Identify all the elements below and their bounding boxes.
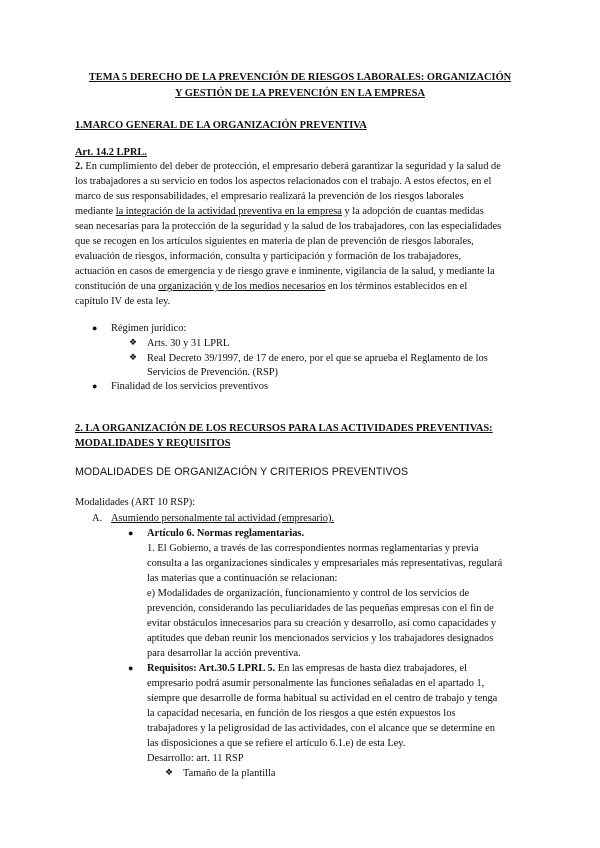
list-letter-a: A. bbox=[92, 513, 103, 524]
modalidades-label: Modalidades (ART 10 RSP): bbox=[75, 497, 196, 508]
paragraph-line: capítulo IV de esta ley. bbox=[75, 296, 171, 307]
paragraph-line: los trabajadores a su servicio en todos los aspectos relacionados con el trabajo. A estos efectos, en el bbox=[75, 176, 492, 187]
list-item-a: Asumiendo personalmente tal actividad (empresario). bbox=[111, 513, 335, 524]
article-6-line: prevención, considerando las peculiaridades de las pequeñas empresas con el fin de bbox=[147, 603, 494, 614]
paragraph-line: que se recogen en los artículos siguientes en materia de plan de prevención de riesgos laborales, bbox=[75, 236, 474, 247]
article-reference: Art. 14.2 LPRL. bbox=[75, 147, 147, 158]
article-6-line: consulta a las organizaciones sindicales y empresariales más representativas, regulará bbox=[147, 558, 503, 569]
list-item-tamano: Tamaño de la plantilla bbox=[183, 768, 276, 779]
paragraph-line bbox=[75, 160, 501, 173]
paragraph-text: En cumplimiento del deber de protección, el empresario deberá garantizar la seguridad y la salud de bbox=[82, 161, 501, 172]
requisitos-text: En las empresas de hasta diez trabajadores, el bbox=[275, 663, 468, 674]
bullet-icon: ● bbox=[128, 528, 134, 538]
section-1-heading: 1.MARCO GENERAL DE LA ORGANIZACIÓN PREVENTIVA bbox=[75, 120, 367, 131]
requisitos-line: las disposiciones a que se refiere el artículo 6.1.e) de esta Ley. bbox=[147, 738, 406, 749]
underlined-phrase: organización y de los medios necesarios bbox=[158, 281, 326, 292]
paragraph-line: actuación en casos de emergencia y de riesgo grave e inminente, vigilancia de la salud, y mediante la bbox=[75, 266, 495, 277]
requisitos-line: empresario podrá asumir personalmente las funciones señaladas en el apartado 1, bbox=[147, 678, 485, 689]
paragraph-text: en los términos establecidos en el bbox=[325, 281, 468, 292]
article-6-line: evitar obstáculos innecesarios para su creación y desarrollo, así como capacidades y bbox=[147, 618, 497, 629]
document-title-line-1: TEMA 5 DERECHO DE LA PREVENCIÓN DE RIESGOS LABORALES: ORGANIZACIÓN bbox=[88, 72, 512, 83]
paragraph-number: 2. bbox=[75, 161, 83, 172]
bullet-icon: ● bbox=[92, 381, 98, 391]
requisitos-line: siempre que desarrolle de forma habitual su actividad en el centro de trabajo y tenga bbox=[147, 693, 498, 704]
article-6-line: para desarrollar la acción preventiva. bbox=[147, 648, 301, 659]
document-title-line-2: Y GESTIÓN DE LA PREVENCIÓN EN LA EMPRESA bbox=[175, 88, 425, 99]
list-item-regimen: Régimen jurídico: bbox=[111, 323, 187, 334]
paragraph-text: y la adopción de cuantas medidas bbox=[341, 206, 484, 217]
article-6-title: Artículo 6. Normas reglamentarias. bbox=[147, 528, 305, 539]
requisitos-line: trabajadores y la peligrosidad de las actividades, con el alcance que se determine en bbox=[147, 723, 495, 734]
bullet-icon: ● bbox=[92, 323, 98, 333]
list-item-rd-cont: Servicios de Prevención. (RSP) bbox=[147, 367, 279, 378]
diamond-bullet-icon: ❖ bbox=[165, 767, 174, 777]
list-item-arts: Arts. 30 y 31 LPRL bbox=[147, 338, 230, 349]
section-2-heading-line-1: 2. LA ORGANIZACIÓN DE LOS RECURSOS PARA LAS ACTIVIDADES PREVENTIVAS: bbox=[75, 423, 493, 434]
section-2-heading-line-2: MODALIDADES Y REQUISITOS bbox=[75, 438, 231, 449]
diamond-bullet-icon: ❖ bbox=[129, 352, 138, 362]
article-6-line: las materias que a continuación se relacionan: bbox=[147, 573, 338, 584]
list-item-rd: Real Decreto 39/1997, de 17 de enero, por el que se aprueba el Reglamento de los bbox=[147, 353, 488, 364]
requisitos-label: Requisitos: Art.30.5 LPRL 5. bbox=[147, 663, 276, 674]
article-6-line: e) Modalidades de organización, funcionamiento y control de los servicios de bbox=[147, 588, 470, 599]
paragraph-line: evaluación de riesgos, información, consulta y participación y formación de los trabajadores, bbox=[75, 251, 462, 262]
paragraph-line: marco de sus responsabilidades, el empresario realizará la prevención de los riesgos laborales bbox=[75, 191, 464, 202]
article-6-line: 1. El Gobierno, a través de las correspondientes normas reglamentarias y previa bbox=[147, 543, 479, 554]
paragraph-text: mediante bbox=[75, 206, 116, 217]
paragraph-line bbox=[75, 205, 484, 218]
requisitos-line bbox=[147, 662, 467, 675]
requisitos-line: la capacidad necesaria, en función de los riesgos a que estén expuestos los bbox=[147, 708, 456, 719]
paragraph-line: sean necesarias para la protección de la seguridad y la salud de los trabajadores, con las especialidades bbox=[75, 221, 502, 232]
subheading: MODALIDADES DE ORGANIZACIÓN Y CRITERIOS PREVENTIVOS bbox=[75, 466, 409, 478]
list-item-finalidad: Finalidad de los servicios preventivos bbox=[111, 381, 268, 392]
paragraph-line bbox=[75, 280, 467, 293]
article-6-line: aptitudes que deban reunir los mencionados servicios y los trabajadores designados bbox=[147, 633, 494, 644]
paragraph-text: constitución de una bbox=[75, 281, 159, 292]
bullet-icon: ● bbox=[128, 663, 134, 673]
diamond-bullet-icon: ❖ bbox=[129, 337, 138, 347]
underlined-phrase: la integración de la actividad preventiva en la empresa bbox=[115, 206, 342, 217]
desarrollo-line: Desarrollo: art. 11 RSP bbox=[147, 753, 244, 764]
